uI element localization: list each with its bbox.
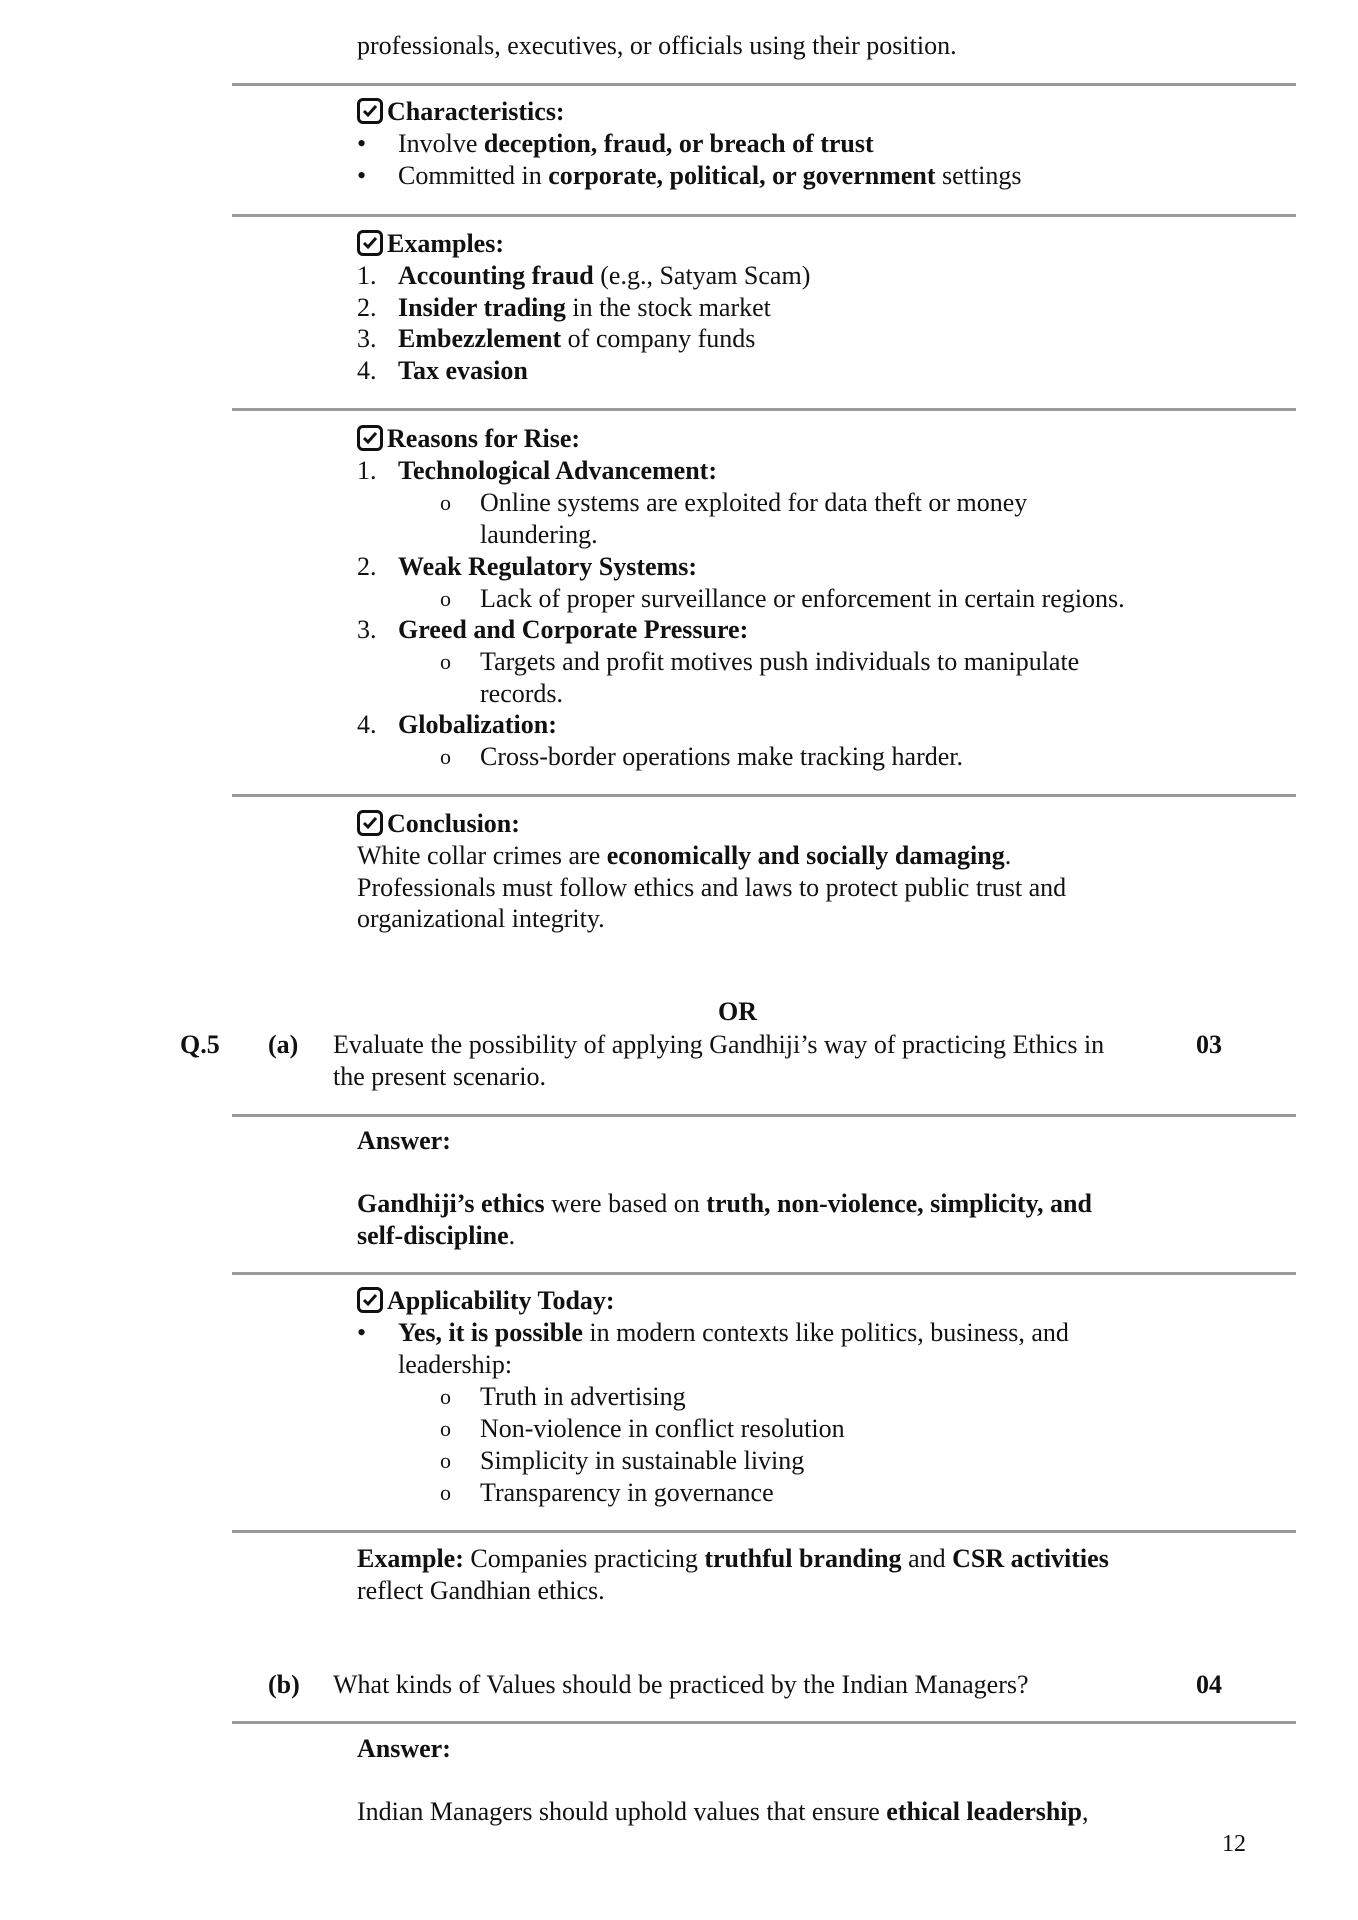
conclusion-heading: Conclusion: (357, 808, 520, 840)
reason-title: Greed and Corporate Pressure: (398, 615, 749, 644)
or-label: OR (718, 997, 757, 1026)
bullet-dot: • (357, 1318, 367, 1347)
list-number: 1. (357, 456, 377, 485)
checkbox-checked-icon (357, 425, 383, 451)
question-marks: 04 (1196, 1670, 1222, 1699)
question-text: the present scenario. (333, 1062, 546, 1091)
divider (232, 1272, 1296, 1275)
reason-title: Technological Advancement: (398, 456, 717, 485)
checkbox-checked-icon (357, 810, 383, 836)
sub-bullet: o (440, 586, 451, 611)
list-number: 3. (357, 324, 377, 353)
reason-detail: Targets and profit motives push individuals to manipulate (480, 647, 1080, 676)
applicability-heading: Applicability Today: (357, 1285, 615, 1317)
divider (232, 1114, 1296, 1117)
question-part: (b) (268, 1670, 300, 1699)
divider (232, 1721, 1296, 1724)
characteristics-heading: Characteristics: (357, 96, 565, 128)
answer-text: Gandhiji’s ethics were based on truth, non-violence, simplicity, and (357, 1189, 1092, 1218)
reason-detail: Lack of proper surveillance or enforcement in certain regions. (480, 584, 1125, 613)
applicability-subitem: Truth in advertising (480, 1382, 686, 1411)
question-text: Evaluate the possibility of applying Gandhiji’s way of practicing Ethics in (333, 1030, 1105, 1059)
example-text: reflect Gandhian ethics. (357, 1576, 605, 1605)
answer-text: Indian Managers should uphold values that ensure ethical leadership, (357, 1797, 1089, 1826)
page-number: 12 (1222, 1831, 1246, 1857)
sub-bullet: o (440, 1416, 451, 1441)
question-label: Q.5 (180, 1030, 220, 1059)
list-number: 3. (357, 615, 377, 644)
characteristics-item: Committed in corporate, political, or government settings (398, 161, 1022, 190)
divider (232, 83, 1296, 86)
checkbox-checked-icon (357, 98, 383, 124)
question-text: What kinds of Values should be practiced by the Indian Managers? (333, 1670, 1029, 1699)
bullet-dot: • (357, 129, 367, 158)
list-number: 4. (357, 710, 377, 739)
conclusion-text: organizational integrity. (357, 904, 605, 933)
applicability-subitem: Simplicity in sustainable living (480, 1446, 805, 1475)
divider (232, 794, 1296, 797)
reason-detail: Online systems are exploited for data theft or money (480, 488, 1028, 517)
examples-heading: Examples: (357, 228, 504, 260)
sub-bullet: o (440, 649, 451, 674)
answer-label: Answer: (357, 1734, 451, 1763)
checkbox-checked-icon (357, 230, 383, 256)
sub-bullet: o (440, 490, 451, 515)
question-part: (a) (268, 1030, 299, 1059)
reason-detail: Cross-border operations make tracking harder. (480, 742, 964, 771)
sub-bullet: o (440, 1480, 451, 1505)
bullet-dot: • (357, 161, 367, 190)
sub-bullet: o (440, 1448, 451, 1473)
list-number: 2. (357, 552, 377, 581)
question-marks: 03 (1196, 1030, 1222, 1059)
list-number: 2. (357, 293, 377, 322)
applicability-subitem: Non-violence in conflict resolution (480, 1414, 845, 1443)
sub-bullet: o (440, 744, 451, 769)
example-text: Example: Companies practicing truthful branding and CSR activities (357, 1544, 1109, 1573)
conclusion-text: Professionals must follow ethics and laws to protect public trust and (357, 873, 1067, 902)
sub-bullet: o (440, 1384, 451, 1409)
answer-text: self-discipline. (357, 1221, 516, 1250)
intro-line: professionals, executives, or officials using their position. (357, 31, 957, 60)
example-item: Embezzlement of company funds (398, 324, 756, 353)
conclusion-text: White collar crimes are economically and socially damaging. (357, 841, 1012, 870)
reason-title: Weak Regulatory Systems: (398, 552, 697, 581)
characteristics-item: Involve deception, fraud, or breach of trust (398, 129, 874, 158)
divider (232, 408, 1296, 411)
reason-detail: laundering. (480, 520, 598, 549)
applicability-subitem: Transparency in governance (480, 1478, 774, 1507)
example-item: Accounting fraud (e.g., Satyam Scam) (398, 261, 811, 290)
divider (232, 1530, 1296, 1533)
reason-detail: records. (480, 679, 564, 708)
list-number: 4. (357, 356, 377, 385)
answer-label: Answer: (357, 1126, 451, 1155)
example-item: Insider trading in the stock market (398, 293, 771, 322)
list-number: 1. (357, 261, 377, 290)
reason-title: Globalization: (398, 710, 557, 739)
checkbox-checked-icon (357, 1287, 383, 1313)
divider (232, 214, 1296, 217)
reasons-heading: Reasons for Rise: (357, 423, 580, 455)
applicability-item: leadership: (398, 1350, 513, 1379)
example-item: Tax evasion (398, 356, 528, 385)
applicability-item: Yes, it is possible in modern contexts like politics, business, and (398, 1318, 1069, 1347)
